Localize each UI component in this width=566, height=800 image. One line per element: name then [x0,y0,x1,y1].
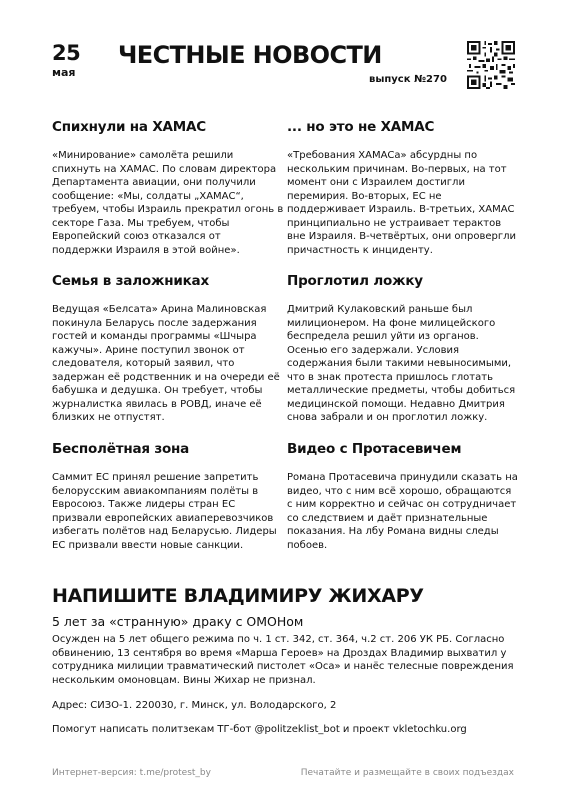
help-note: Помогут написать политзекам ТГ-бот @politzeklist_bot и проект vkletochku.org [52,724,467,735]
article-title: Семья в заложниках [52,273,209,289]
article-title: Проглотил ложку [287,273,423,289]
article-protasevich-video [287,441,519,552]
prison-address: Адрес: СИЗО-1. 220030, г. Минск, ул. Володарского, 2 [52,700,337,711]
article-hostages [52,273,284,425]
article-body: Романа Протасевича принудили сказать на видео, что с ним всё хорошо, обращаются с ним корректно и сейчас он сотрудничает со следствием и даёт признательные показания. На лбу Романа видны следы побоев. [287,472,518,551]
article-body: «Минирование» самолёта решили спихнуть на ХАМАС. По словам директора Департамента авиации, они получили сообщение: «Мы, солдаты „ХАМАС“, требуем, чтобы Израиль прекратил огонь в секторе Газа. Мы требуем, чтобы Европейский союз отказался от поддержки Израиля в этой войне». [52,150,284,256]
appeal-subtitle: 5 лет за «странную» драку с ОМОНом [52,614,304,629]
newsletter-title: ЧЕСТНЫЕ НОВОСТИ [118,41,382,69]
article-spoon [287,273,519,425]
article-title: Видео с Протасевичем [287,441,462,457]
article-body: «Требования ХАМАСа» абсурдны по нескольким причинам. Во-первых, на тот момент они с Израилем достигли перемирия. Во-вторых, ЕС не поддерживает Израиль. В-третьих, ХАМАС принципиально не устраивает терактов вне Израиля. В-четвёртых, они опровергли причастность к инциденту. [287,150,517,256]
qr-code-icon [467,41,515,89]
article-title: Бесполётная зона [52,441,190,457]
article-body: Саммит ЕС принял решение запретить белорусским авиакомпаниям полёты в Евросоюз. Также лидеры стран ЕС призвали европейских авиаперевозчиков избегать полётов над Беларусью. Лидеры ЕС призвали ввести новые санкции. [52,472,277,551]
article-body: Ведущая «Белсата» Арина Малиновская покинула Беларусь после задержания гостей и команды программы «Шчыра кажучы». Арине поступил звонок от следователя, который заявил, что задержан её родственник и на очереди её бабушка и дедушка. Он требует, чтобы журналистка явилась в РОВД, иначе её близких не отпустят. [52,304,280,423]
appeal-body: Осужден на 5 лет общего режима по ч. 1 ст. 342, ст. 364, ч.2 ст. 206 УК РБ. Согласно обвинению, 13 сентября во время «Марша Героев» на Дроздах Владимир выхватил у сотрудника милиции травматический пистолет «Оса» и нанёс телесные повреждения нескольким омоновцам. Вины Жихар не признал. [52,634,514,686]
issue-day: 25 [52,41,81,65]
appeal-title: НАПИШИТЕ ВЛАДИМИРУ ЖИХАРУ [52,585,424,607]
article-hamas [52,119,284,257]
issue-number: выпуск №270 [369,74,447,85]
article-title: Спихнули на ХАМАС [52,119,206,135]
issue-month: мая [52,66,76,79]
article-body: Дмитрий Кулаковский раньше был милиционером. На фоне милицейского беспредела решил уйти из органов. Осенью его задержали. Условия содержания были такими невыносимыми, что в знак протеста пришлось глотать металлические предметы, чтобы добиться медицинской помощи. Недавно Дмитрия снова забрали и он проглотил ложку. [287,304,516,423]
article-not-hamas [287,119,519,257]
article-no-fly-zone [52,441,284,552]
article-title: ... но это не ХАМАС [287,119,435,135]
online-version-link: Интернет-версия: t.me/protest_by [52,768,211,778]
print-call-to-action: Печатайте и размещайте в своих подъездах [300,768,514,778]
